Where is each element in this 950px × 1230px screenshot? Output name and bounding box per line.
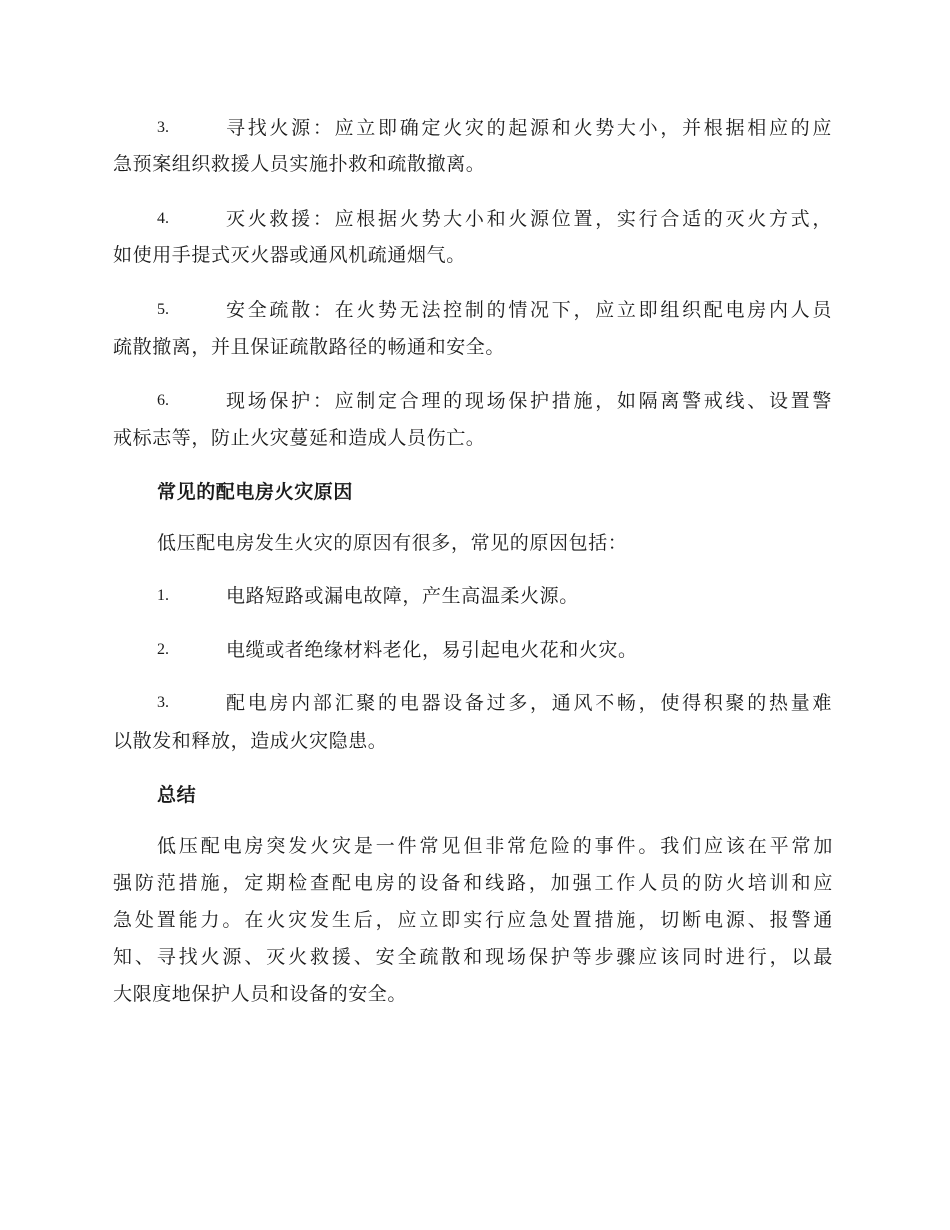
- list-item-number: 3.: [157, 119, 169, 136]
- list-item-text-continuation: 如使用手提式灭火器或通风机疏通烟气。: [113, 244, 466, 266]
- list-item-text-continuation: 戒标志等，防止火灾蔓延和造成人员伤亡。: [113, 427, 486, 449]
- list-item-number: 3.: [157, 694, 169, 711]
- summary-line: 大限度地保护人员和设备的安全。: [113, 983, 408, 1005]
- list-item-text: 电路短路或漏电故障，产生高温柔火源。: [226, 585, 579, 607]
- list-item-text: 配电房内部汇聚的电器设备过多，通风不畅，使得积聚的热量难: [226, 692, 832, 714]
- list-item-number: 2.: [157, 641, 169, 658]
- summary-line: 强防范措施，定期检查配电房的设备和线路，加强工作人员的防火培训和应: [113, 872, 833, 894]
- list-item-number: 5.: [157, 301, 169, 318]
- list-item-number: 6.: [157, 392, 169, 409]
- list-item-number: 4.: [157, 210, 169, 227]
- list-item-text-continuation: 以散发和释放，造成火灾隐患。: [113, 730, 388, 752]
- list-item-text: 电缆或者绝缘材料老化，易引起电火花和火灾。: [226, 639, 638, 661]
- list-item-text: 寻找火源：应立即确定火灾的起源和火势大小，并根据相应的应: [226, 117, 832, 139]
- summary-line: 知、寻找火源、灭火救援、安全疏散和现场保护等步骤应该同时进行，以最: [113, 946, 833, 968]
- list-item-text: 安全疏散：在火势无法控制的情况下，应立即组织配电房内人员: [226, 299, 832, 321]
- list-item-text: 灭火救援：应根据火势大小和火源位置，实行合适的灭火方式，: [226, 208, 832, 230]
- section-heading-summary: 总结: [157, 784, 197, 806]
- list-item-text-continuation: 急预案组织救援人员实施扑救和疏散撤离。: [113, 153, 486, 175]
- section-heading-causes: 常见的配电房火灾原因: [157, 481, 354, 503]
- list-item-number: 1.: [157, 587, 169, 604]
- list-item-text: 现场保护：应制定合理的现场保护措施，如隔离警戒线、设置警: [226, 390, 832, 412]
- summary-line: 低压配电房突发火灾是一件常见但非常危险的事件。我们应该在平常加: [157, 835, 833, 857]
- list-item-text-continuation: 疏散撤离，并且保证疏散路径的畅通和安全。: [113, 336, 506, 358]
- section-intro: 低压配电房发生火灾的原因有很多，常见的原因包括：: [157, 532, 628, 554]
- summary-line: 急处置能力。在火灾发生后，应立即实行应急处置措施，切断电源、报警通: [113, 909, 833, 931]
